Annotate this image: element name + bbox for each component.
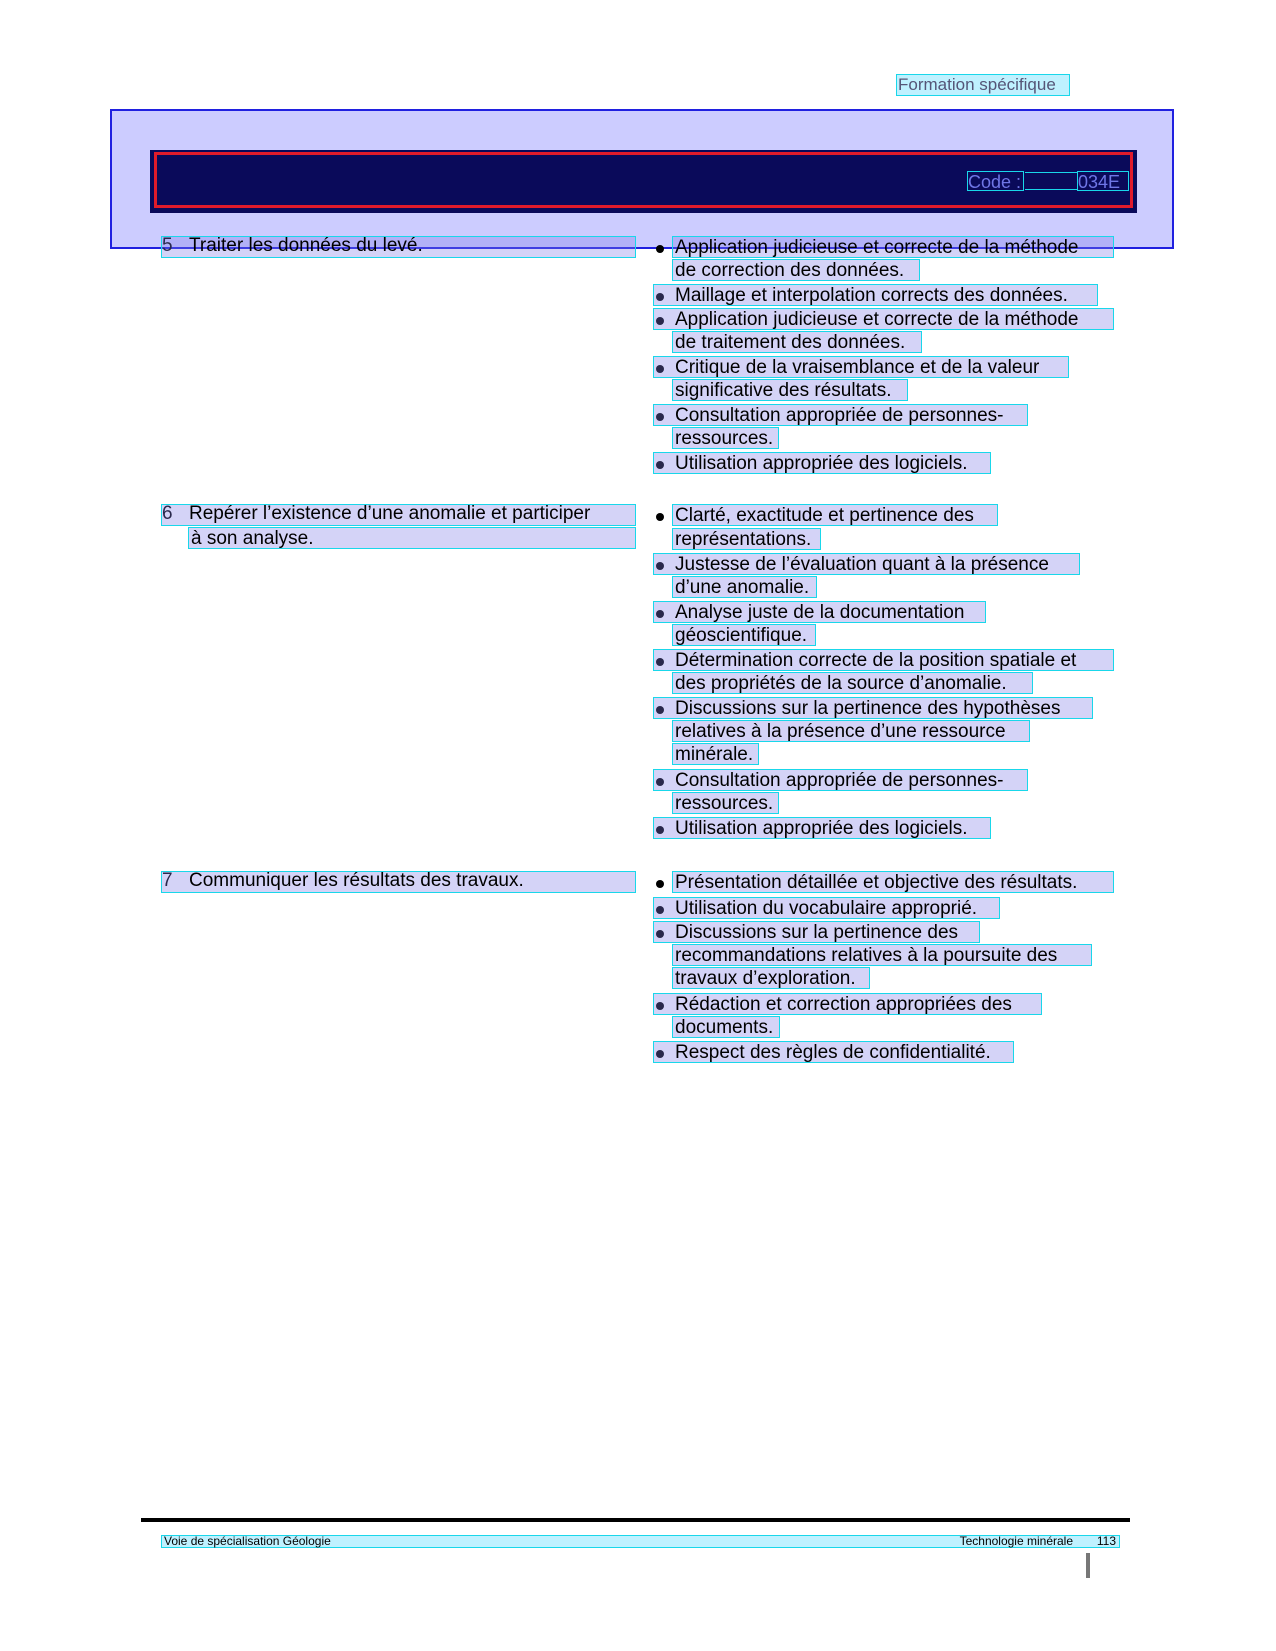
footer-program: Voie de spécialisation Géologie (164, 1534, 331, 1548)
competency-number: 6 (162, 503, 173, 524)
footer (161, 1535, 1120, 1548)
footer-rule (141, 1518, 1130, 1522)
competency-text: Repérer l’existence d’une anomalie et participer (189, 503, 591, 524)
criterion-line: ressources. (672, 792, 779, 814)
criterion-line: de traitement des données. (672, 331, 922, 353)
criterion-line: Présentation détaillée et objective des résultats. (672, 871, 1114, 893)
competency-text: Communiquer les résultats des travaux. (189, 870, 524, 891)
criterion-line: représentations. (672, 528, 821, 550)
criterion-line: Consultation appropriée de personnes- (653, 769, 1028, 791)
criterion-line: Utilisation du vocabulaire approprié. (653, 897, 1000, 919)
bullet (656, 880, 664, 888)
criterion-line: Utilisation appropriée des logiciels. (653, 817, 991, 839)
criterion-line: documents. (672, 1016, 780, 1038)
competency-line: à son analyse. (188, 527, 636, 549)
criterion-line: géoscientifique. (672, 624, 816, 646)
criterion-line: recommandations relatives à la poursuite des (672, 944, 1092, 966)
criterion-line: relatives à la présence d’une ressource (672, 720, 1030, 742)
bullet (656, 513, 664, 521)
criterion-line: Application judicieuse et correcte de la méthode (653, 308, 1114, 330)
competency-line (161, 504, 636, 526)
criterion-line: Clarté, exactitude et pertinence des (672, 504, 998, 526)
criterion-line: Discussions sur la pertinence des hypothèses (653, 697, 1093, 719)
criterion-line: travaux d’exploration. (672, 967, 870, 989)
criterion-line: Analyse juste de la documentation (653, 601, 986, 623)
section-label: Formation spécifique (896, 74, 1070, 96)
competency-number: 7 (162, 870, 173, 891)
criterion-line: minérale. (672, 743, 759, 765)
code-value: 034E (1077, 171, 1129, 191)
competency-number: 5 (162, 235, 173, 256)
bullet (656, 245, 664, 253)
criterion-line: Application judicieuse et correcte de la méthode (672, 236, 1114, 258)
criterion-line: Maillage et interpolation corrects des données. (653, 284, 1098, 306)
criterion-line: Consultation appropriée de personnes- (653, 404, 1028, 426)
criterion-line: Respect des règles de confidentialité. (653, 1041, 1014, 1063)
criterion-line: d’une anomalie. (672, 576, 817, 598)
footer-title: Technologie minérale (959, 1534, 1073, 1548)
criterion-line: Critique de la vraisemblance et de la valeur (653, 356, 1069, 378)
competency-line (161, 236, 636, 258)
competency-line (161, 871, 636, 893)
criterion-line: ressources. (672, 427, 779, 449)
criterion-line: Justesse de l’évaluation quant à la présence (653, 553, 1080, 575)
criterion-line: Discussions sur la pertinence des (653, 921, 980, 943)
criterion-line: Détermination correcte de la position spatiale et (653, 649, 1114, 671)
code-separator (1025, 172, 1077, 190)
criterion-line: Rédaction et correction appropriées des (653, 993, 1042, 1015)
competency-text: Traiter les données du levé. (189, 235, 423, 256)
criterion-line: de correction des données. (672, 259, 920, 281)
criterion-line: Utilisation appropriée des logiciels. (653, 452, 991, 474)
page-number: 113 (1096, 1534, 1116, 1548)
text-cursor (1086, 1553, 1090, 1578)
code-label: Code : (967, 171, 1024, 191)
criterion-line: des propriétés de la source d’anomalie. (672, 672, 1033, 694)
criterion-line: significative des résultats. (672, 379, 908, 401)
